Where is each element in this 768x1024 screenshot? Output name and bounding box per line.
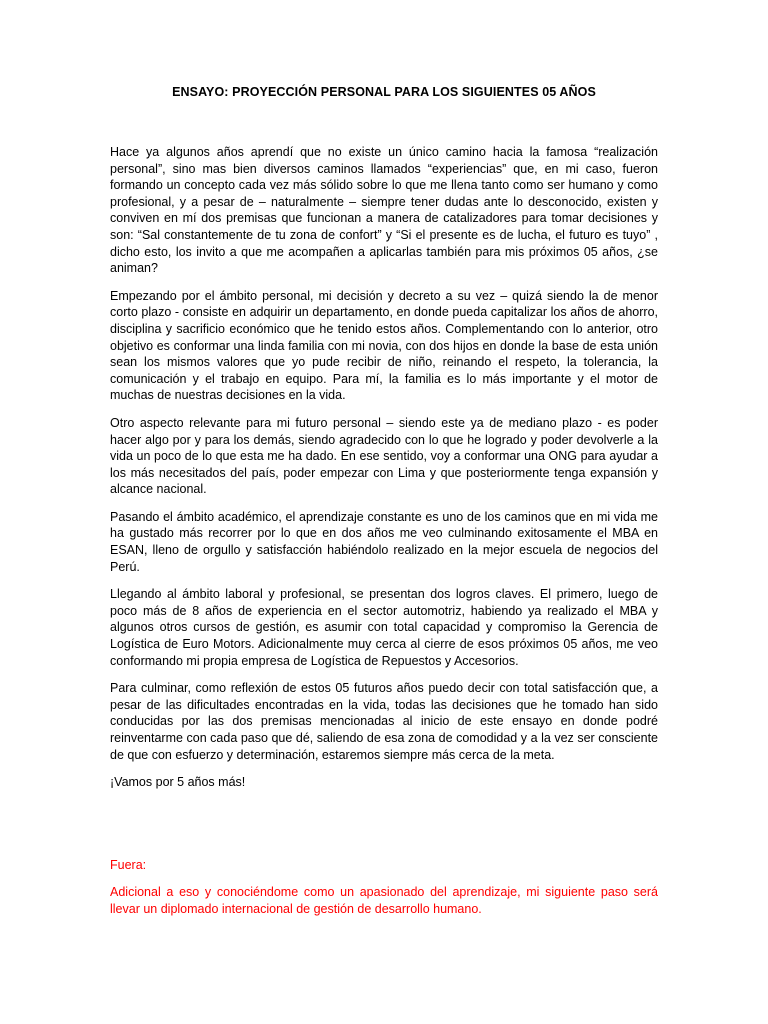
closing-line: ¡Vamos por 5 años más! (110, 775, 246, 790)
paragraph-professional: Llegando al ámbito laboral y profesional, se presentan dos logros claves. El primero, luego de poco más de 8 años de experiencia en el sector automotriz, habiendo ya realizado el MBA y algunos otros cursos de gestión, es asumir con total capacidad y compromiso la Gerencia de Logística de Euro Motors. Adicionalmente muy cerca al cierre de esos próximos 05 años, me veo conformando mi propia empresa de Logística de Repuestos y Accesorios. (110, 587, 658, 668)
fuera-label: Fuera: (110, 857, 147, 872)
paragraph-personal: Empezando por el ámbito personal, mi decisión y decreto a su vez – quizá siendo la de menor corto plazo - consiste en adquirir un departamento, en donde pueda capitalizar los años de ahorro, disciplina y sacrificio económico que he tenido estos años. Complementando con lo anterior, otro objetivo es conformar una linda familia con mi novia, con dos hijos en donde la base de esta unión sean los mismos valores que yo pude recibir de niño, reinando el respeto, la tolerancia, la comunicación y el trabajo en equipo. Para mí, la familia es lo más importante y el motor de muchas de nuestras decisiones en la vida. (110, 288, 658, 403)
paragraph-social: Otro aspecto relevante para mi futuro personal – siendo este ya de mediano plazo - es poder hacer algo por y para los demás, siendo agradecido con lo que he logrado y poder devolverle a la vida un poco de lo que esta me ha dado. En ese sentido, voy a conformar una ONG para ayudar a los más necesitados del país, poder empezar con Lima y que posteriormente tenga expansión y alcance nacional. (110, 415, 658, 497)
paragraph-introduction: Hace ya algunos años aprendí que no existe un único camino hacia la famosa “realización personal”, sino mas bien diversos caminos llamados “experiencias” que, en mi caso, fueron formando un concepto cada vez más sólido sobre lo que me llena tanto como ser humano y como profesional, y a pesar de – naturalmente – siempre tener dudas ante lo desconocido, existen y conviven en mí dos premisas que funcionan a manera de catalizadores para tomar decisiones y son: “Sal constantemente de tu zona de confort” y “Si el presente es de lucha, el futuro es tuyo” , dicho esto, los invito a que me acompañen a aplicarlas también para mis próximos 05 años, ¿se animan? (110, 145, 658, 276)
document-page (110, 84, 658, 929)
paragraph-conclusion: Para culminar, como reflexión de estos 05 futuros años puedo decir con total satisfacción que, a pesar de las dificultades encontradas en la vida, todas las decisiones que he tomado han sido conducidas por las dos premisas mencionadas al inicio de este ensayo en donde podré reinventarme con cada paso que dé, saliendo de esa zona de comodidad y a la vez ser consciente de que con esfuerzo y determinación, estaremos siempre más cerca de la meta. (110, 681, 658, 762)
fuera-paragraph: Adicional a eso y conociéndome como un apasionado del aprendizaje, mi siguiente paso será llevar un diplomado internacional de gestión de desarrollo humano. (110, 885, 658, 916)
document-title: ENSAYO: PROYECCIÓN PERSONAL PARA LOS SIGUIENTES 05 AÑOS (172, 85, 596, 99)
paragraph-academic: Pasando el ámbito académico, el aprendizaje constante es uno de los caminos que en mi vida me ha gustado más recorrer por lo que en dos años me veo culminando exitosamente el MBA en ESAN, lleno de orgullo y satisfacción habiéndolo realizado en la mejor escuela de negocios del Perú. (110, 509, 658, 574)
